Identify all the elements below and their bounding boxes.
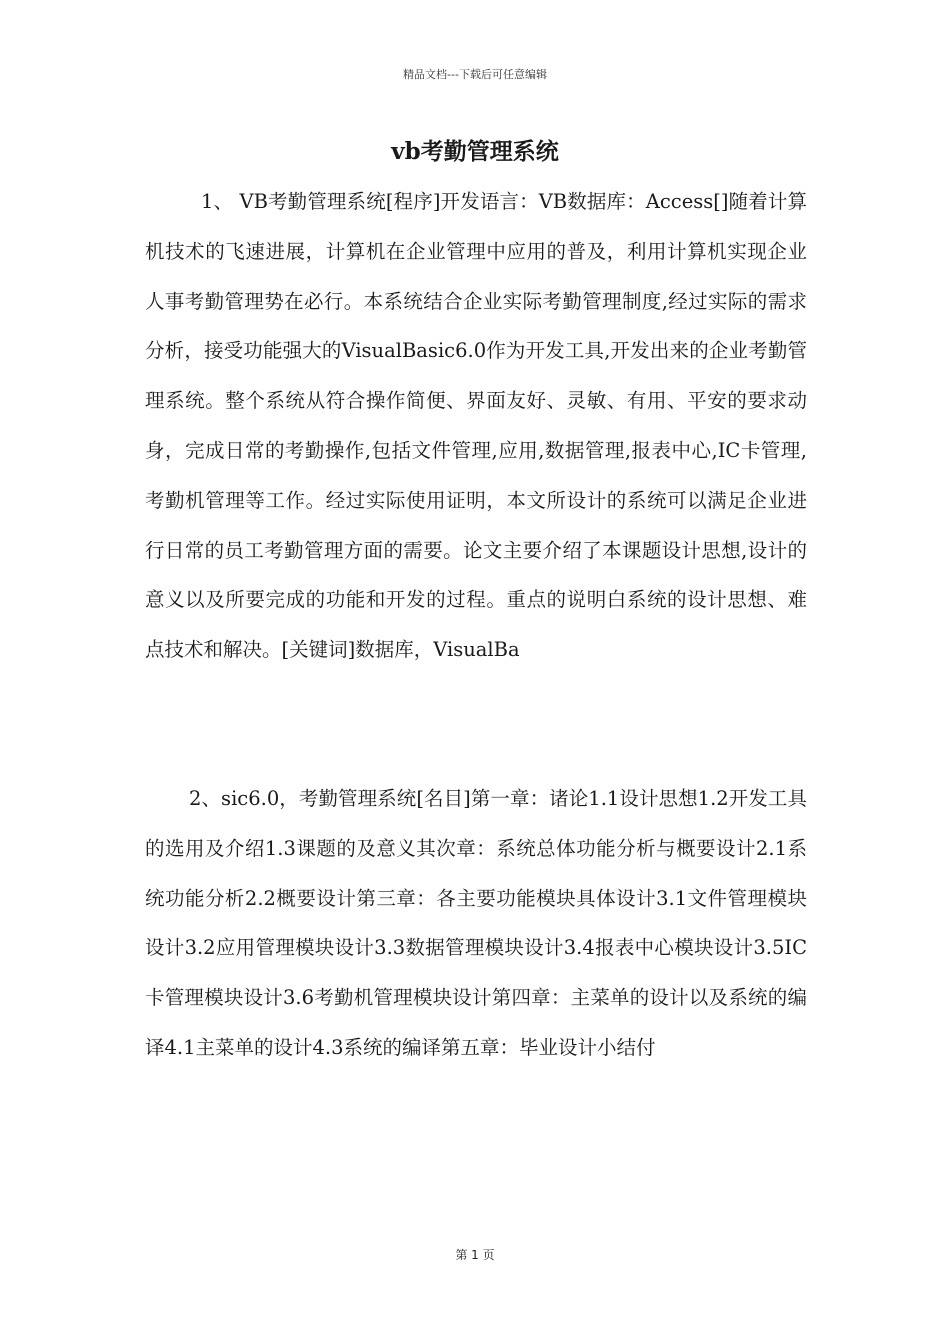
page-number: 第 1 页 [455, 1248, 495, 1262]
paragraph-2: 2、sic6.0，考勤管理系统[名目]第一章：诸论1.1设计思想1.2开发工具的选用及介绍1.3课题的及意义其次章：系统总体功能分析与概要设计2.1系统功能分析2.2概要设计第三章：各主要功能模块具体设计3.1文件管理模块设计3.2应用管理模块设计3.3数据管理模块设计3.4报表中心模块设计3.5IC卡管理模块设计3.6考勤机管理模块设计第四章：主菜单的设计以及系统的编译4.1主菜单的设计4.3系统的编译第五章：毕业设计小结付 [145, 787, 807, 1059]
page-header: 精品文档---下载后可任意编辑 [403, 68, 547, 81]
document-title: vb考勤管理系统 [391, 138, 559, 165]
paragraph-1: 1、 VB考勤管理系统[程序]开发语言：VB数据库：Access[]随着计算机技术的飞速进展，计算机在企业管理中应用的普及，利用计算机实现企业人事考勤管理势在必行。本系统结合企业实际考勤管理制度,经过实际的需求分析，接受功能强大的VisualBasic6.0作为开发工具,开发出来的企业考勤管理系统。整个系统从符合操作简便、界面友好、灵敏、有用、平安的要求动身，完成日常的考勤操作,包括文件管理,应用,数据管理,报表中心,IC卡管理,考勤机管理等工作。经过实际使用证明，本文所设计的系统可以满足企业进行日常的员工考勤管理方面的需要。论文主要介绍了本课题设计思想,设计的意义以及所要完成的功能和开发的过程。重点的说明白系统的设计思想、难点技术和解决。[关键词]数据库，VisualBa [145, 190, 807, 662]
